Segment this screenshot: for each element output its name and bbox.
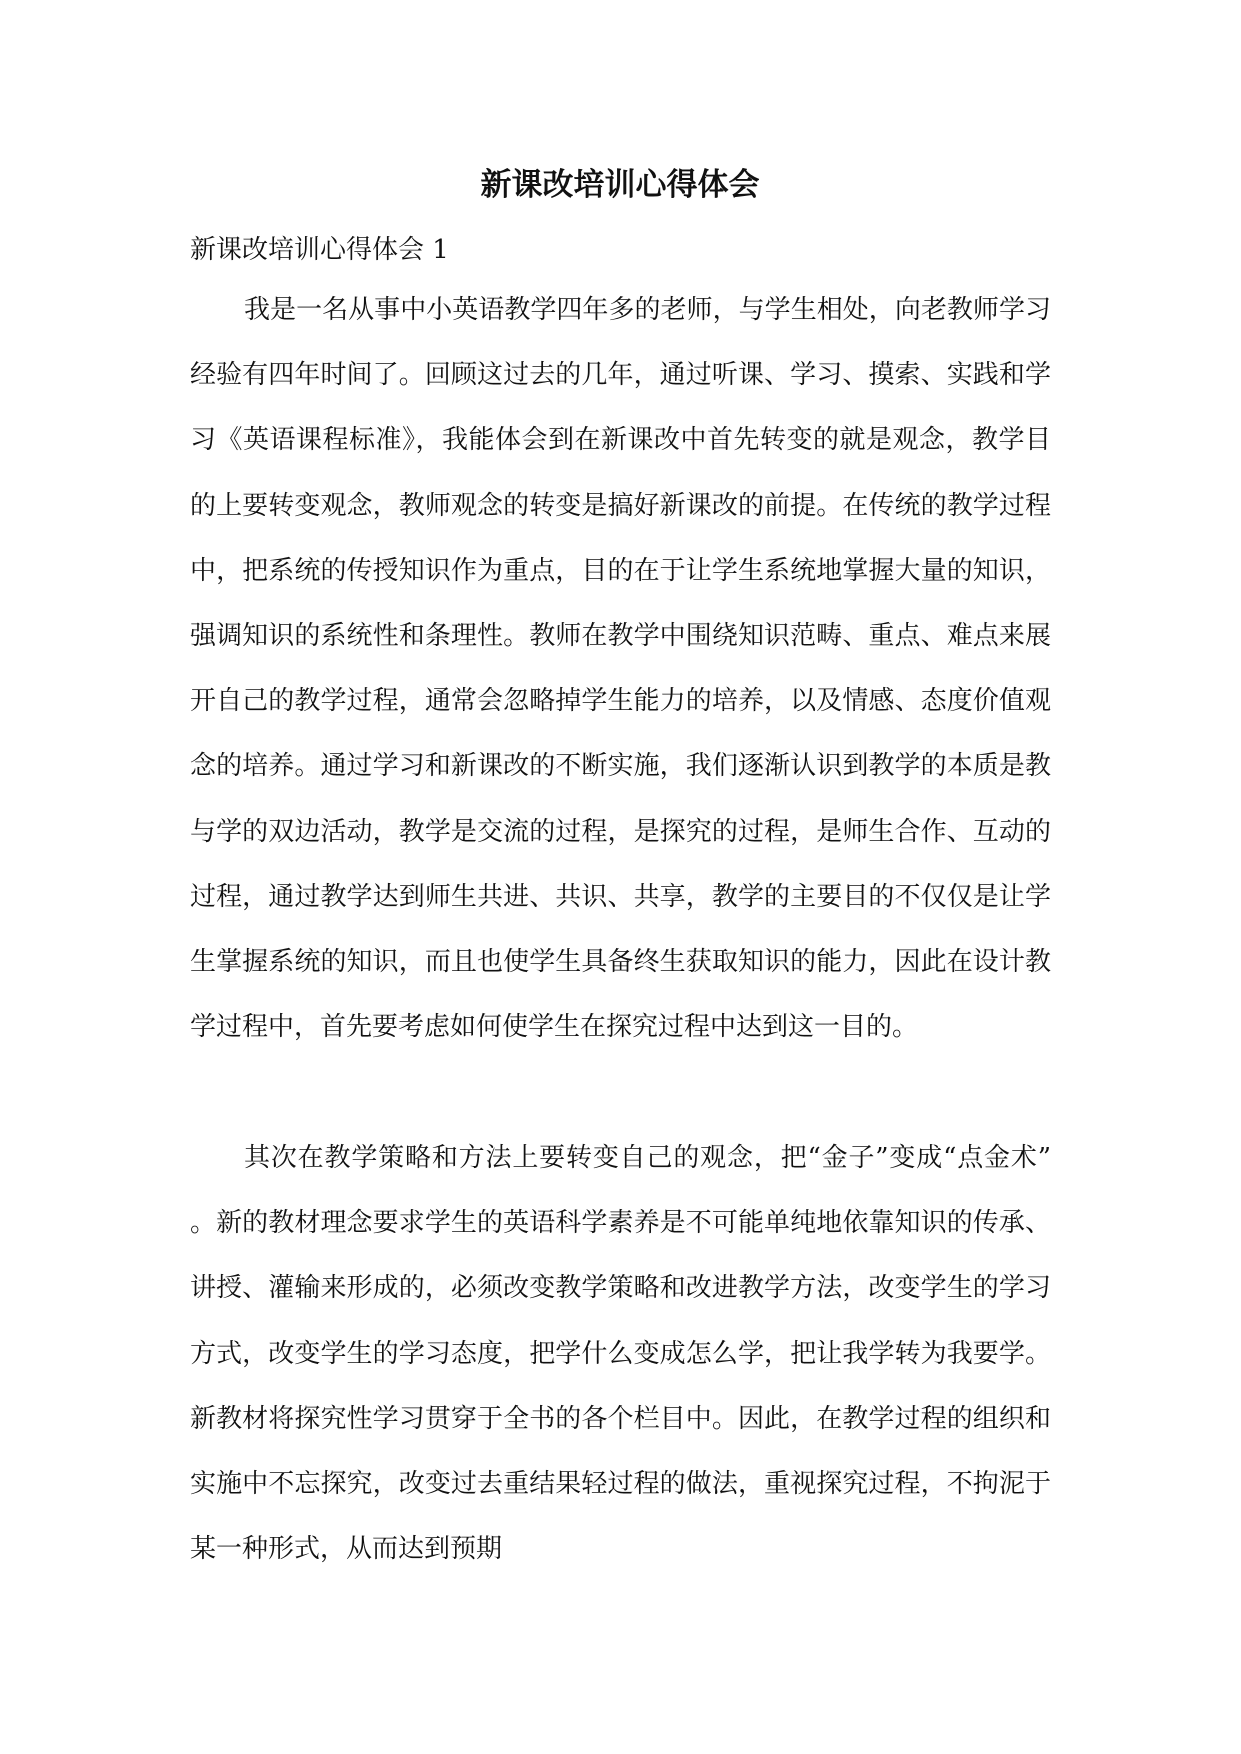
body-paragraph-2: 其次在教学策略和方法上要转变自己的观念，把“金子”变成“点金术”。新的教材理念要求学生的英语科学素养是不可能单纯地依靠知识的传承、讲授、灌输来形成的，必须改变教学策略和改进教学方法，改变学生的学习方式，改变学生的学习态度，把学什么变成怎么学，把让我学转为我要学。新教材将探究性学习贯穿于全书的各个栏目中。因此，在教学过程的组织和实施中不忘探究，改变过去重结果轻过程的做法，重视探究过程，不拘泥于某一种形式，从而达到预期 (190, 1143, 1051, 1565)
document-title: 新课改培训心得体会 (480, 167, 760, 203)
section-heading: 新课改培训心得体会 1 (190, 235, 449, 265)
body-paragraph-1: 我是一名从事中小英语教学四年多的老师，与学生相处，向老教师学习经验有四年时间了。回顾这过去的几年，通过听课、学习、摸索、实践和学习《英语课程标准》，我能体会到在新课改中首先转变的就是观念，教学目的上要转变观念，教师观念的转变是搞好新课改的前提。在传统的教学过程中，把系统的传授知识作为重点，目的在于让学生系统地掌握大量的知识，强调知识的系统性和条理性。教师在教学中围绕知识范畴、重点、难点来展开自己的教学过程，通常会忽略掉学生能力的培养，以及情感、态度价值观念的培养。通过学习和新课改的不断实施，我们逐渐认识到教学的本质是教与学的双边活动，教学是交流的过程，是探究的过程，是师生合作、互动的过程，通过教学达到师生共进、共识、共享，教学的主要目的不仅仅是让学生掌握系统的知识，而且也使学生具备终生获取知识的能力，因此在设计教学过程中，首先要考虑如何使学生在探究过程中达到这一目的。 (190, 295, 1051, 1043)
